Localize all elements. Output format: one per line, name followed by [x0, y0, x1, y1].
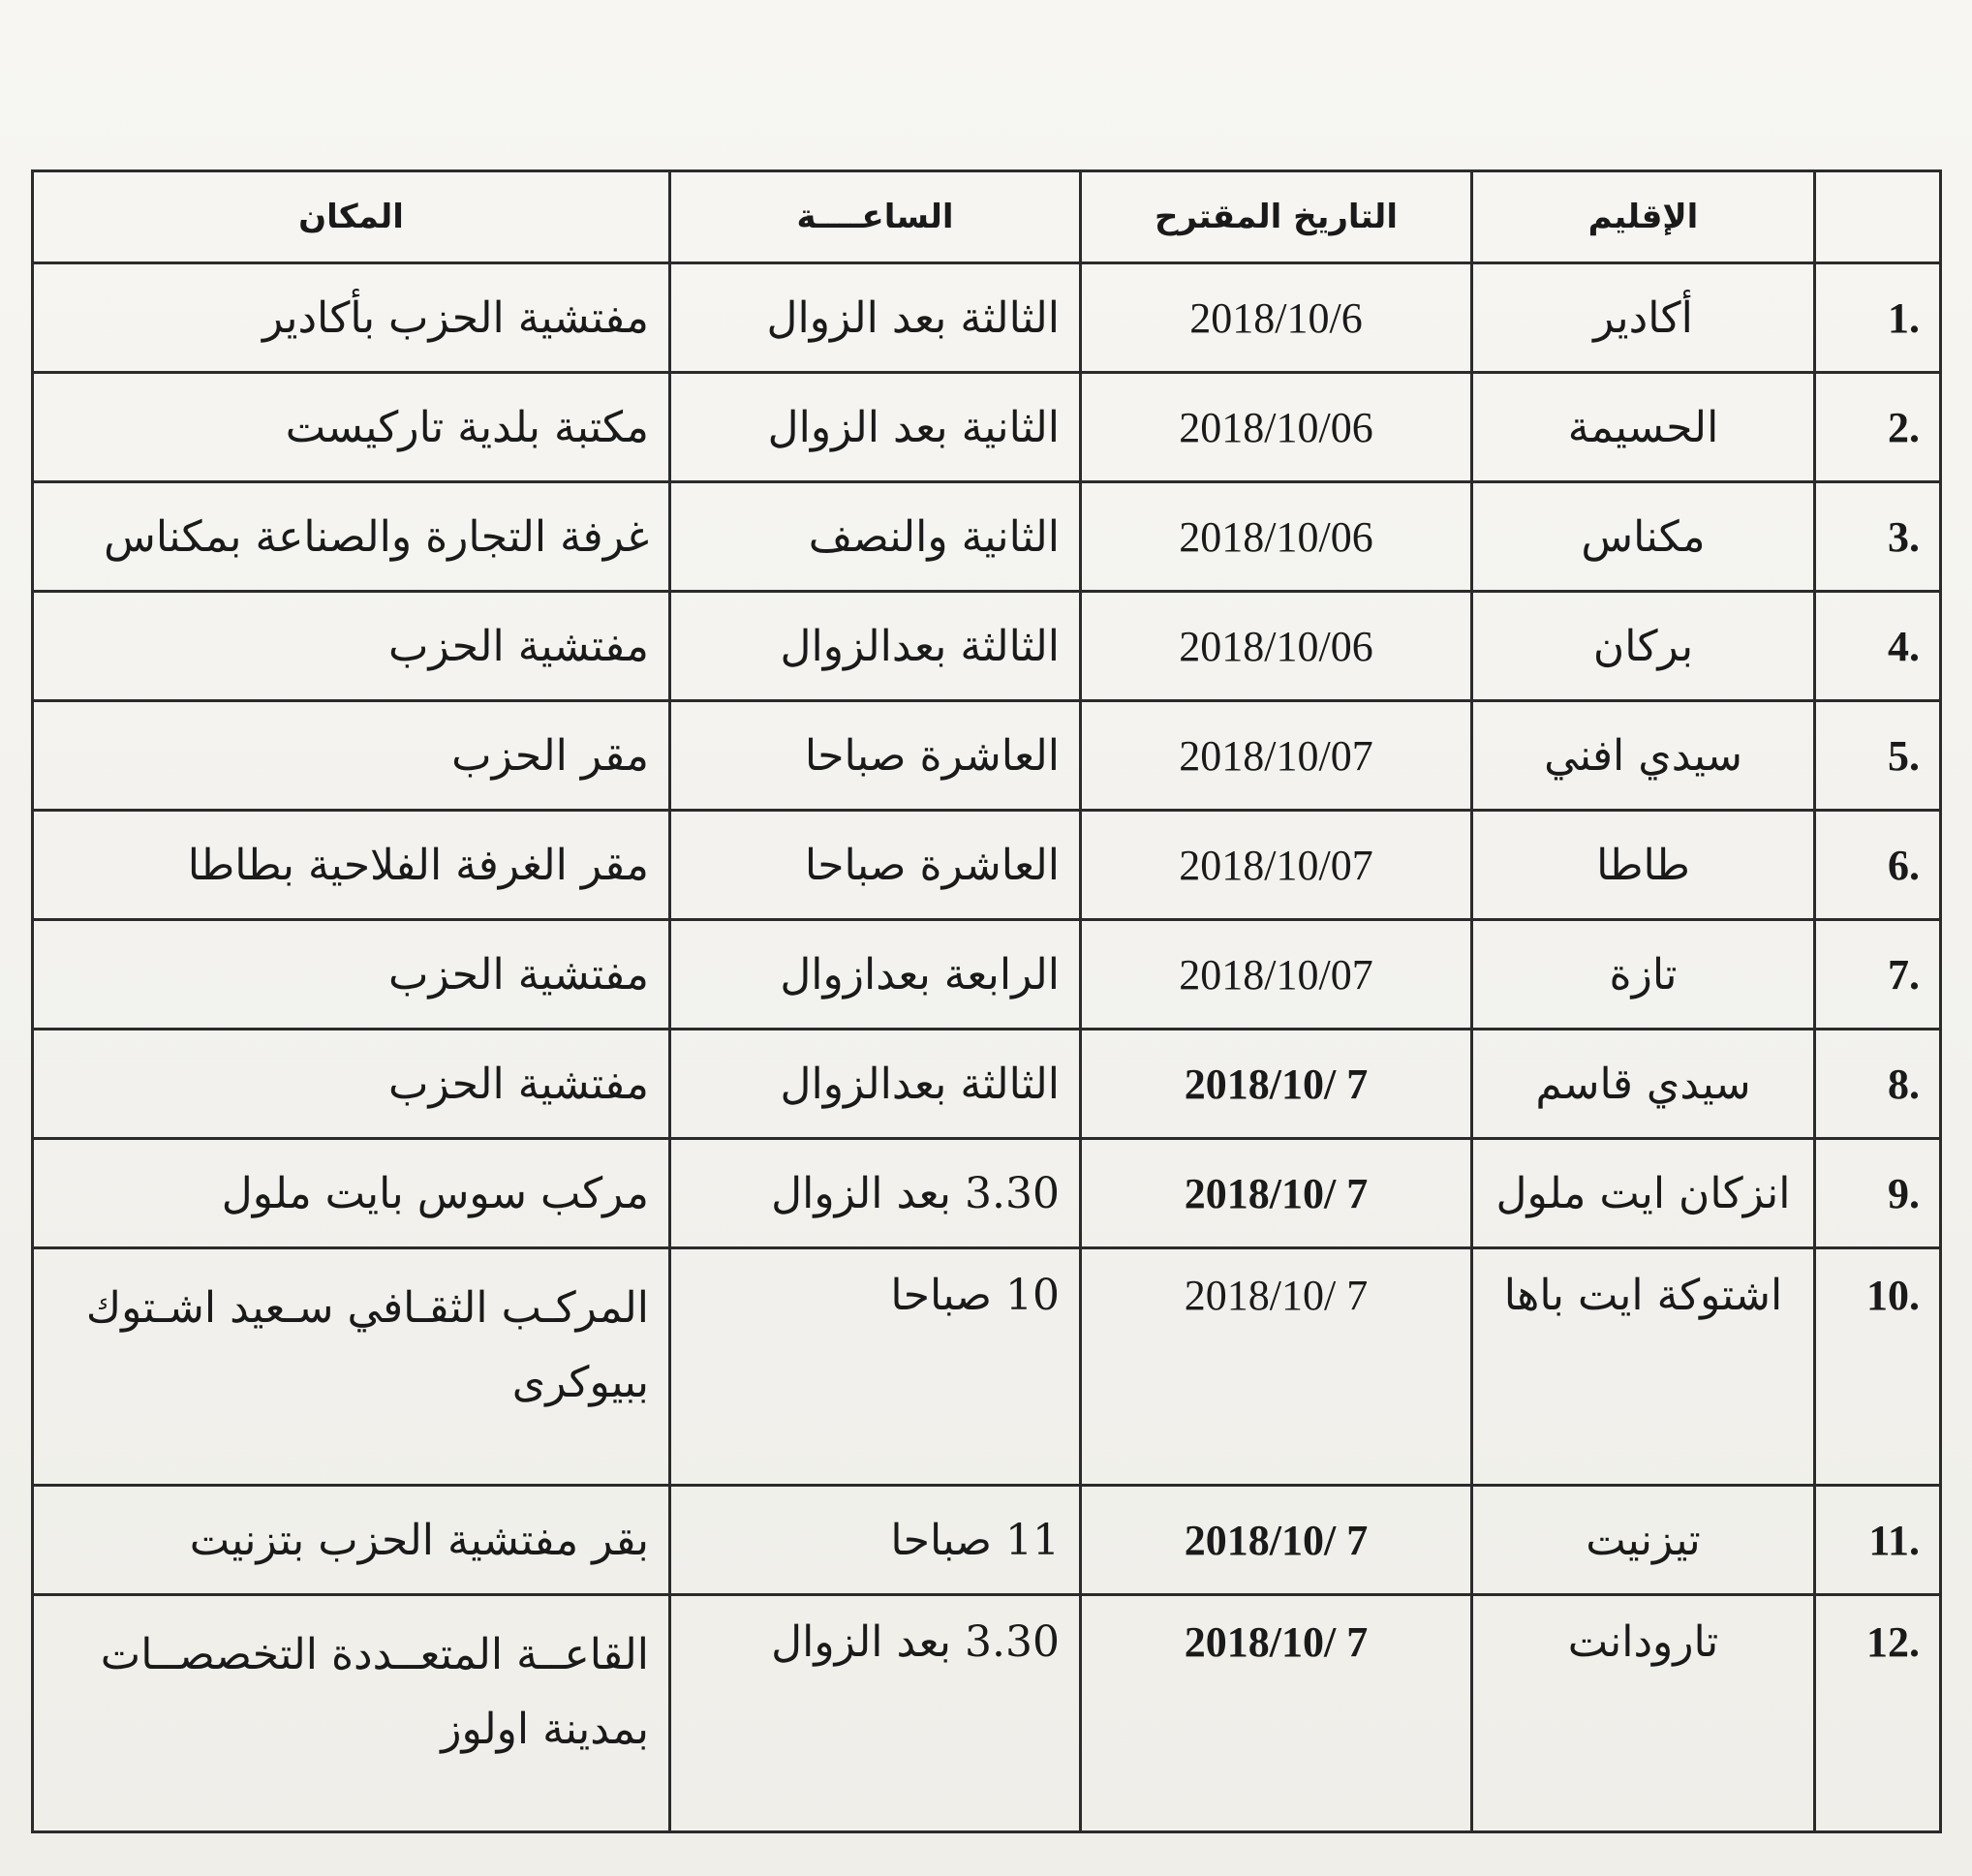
- place-cell: مفتشية الحزب بأكادير: [33, 263, 670, 373]
- place-cell: مفتشية الحزب: [33, 592, 670, 701]
- date-cell: 2018/10/06: [1081, 482, 1472, 592]
- time-cell: 3.30 بعد الزوال: [670, 1139, 1081, 1248]
- table-row: [33, 263, 1941, 373]
- region-cell: سيدي افني: [1472, 701, 1815, 811]
- place-cell: غرفة التجارة والصناعة بمكناس: [33, 482, 670, 592]
- time-cell: 11 صباحا: [670, 1486, 1081, 1595]
- header-num: [1815, 171, 1941, 263]
- place-cell: مفتشية الحزب: [33, 1030, 670, 1139]
- date-cell: 2018/10/6: [1081, 263, 1472, 373]
- region-cell: الحسيمة: [1472, 373, 1815, 482]
- date-cell: 2018/10/07: [1081, 920, 1472, 1030]
- table-row: [33, 1486, 1941, 1595]
- date-cell: 2018/10/ 7: [1081, 1248, 1472, 1486]
- row-number: 2.: [1815, 373, 1941, 482]
- row-number: 5.: [1815, 701, 1941, 811]
- region-cell: تارودانت: [1472, 1595, 1815, 1832]
- row-number: 3.: [1815, 482, 1941, 592]
- time-cell: العاشرة صباحا: [670, 701, 1081, 811]
- row-number: 4.: [1815, 592, 1941, 701]
- table-row: [33, 482, 1941, 592]
- region-cell: مكناس: [1472, 482, 1815, 592]
- date-cell: 2018/10/ 7: [1081, 1139, 1472, 1248]
- place-cell: المركـب الثقـافي سـعيد اشـتوك ببيوكرى: [33, 1248, 670, 1486]
- region-cell: اشتوكة ايت باها: [1472, 1248, 1815, 1486]
- time-cell: العاشرة صباحا: [670, 811, 1081, 920]
- date-cell: 2018/10/06: [1081, 592, 1472, 701]
- place-cell: مركب سوس بايت ملول: [33, 1139, 670, 1248]
- row-number: 8.: [1815, 1030, 1941, 1139]
- region-cell: انزكان ايت ملول: [1472, 1139, 1815, 1248]
- time-cell: الرابعة بعدازوال: [670, 920, 1081, 1030]
- place-cell: مكتبة بلدية تاركيست: [33, 373, 670, 482]
- header-region: الإقليم: [1472, 171, 1815, 263]
- time-cell: الثانية والنصف: [670, 482, 1081, 592]
- row-number: 1.: [1815, 263, 1941, 373]
- row-number: 9.: [1815, 1139, 1941, 1248]
- place-cell: مفتشية الحزب: [33, 920, 670, 1030]
- table-header-row: [33, 171, 1941, 263]
- place-cell: بقر مفتشية الحزب بتزنيت: [33, 1486, 670, 1595]
- row-number: 10.: [1815, 1248, 1941, 1486]
- time-cell: الثالثة بعدالزوال: [670, 592, 1081, 701]
- time-cell: الثالثة بعد الزوال: [670, 263, 1081, 373]
- table-row: [33, 1139, 1941, 1248]
- date-cell: 2018/10/07: [1081, 811, 1472, 920]
- header-date: التاريخ المقترح: [1081, 171, 1472, 263]
- time-cell: الثانية بعد الزوال: [670, 373, 1081, 482]
- table-row: [33, 373, 1941, 482]
- place-cell: مقر الحزب: [33, 701, 670, 811]
- date-cell: 2018/10/07: [1081, 701, 1472, 811]
- region-cell: أكادير: [1472, 263, 1815, 373]
- table-row: [33, 592, 1941, 701]
- region-cell: بركان: [1472, 592, 1815, 701]
- table-row: [33, 701, 1941, 811]
- table-row: [33, 1248, 1941, 1486]
- place-cell: القاعــة المتعــددة التخصصــات بمدينة اولوز: [33, 1595, 670, 1832]
- place-cell: مقر الغرفة الفلاحية بطاطا: [33, 811, 670, 920]
- schedule-table: [31, 169, 1942, 1833]
- time-cell: 3.30 بعد الزوال: [670, 1595, 1081, 1832]
- header-time: الساعــــة: [670, 171, 1081, 263]
- table-row: [33, 1595, 1941, 1832]
- date-cell: 2018/10/ 7: [1081, 1030, 1472, 1139]
- row-number: 7.: [1815, 920, 1941, 1030]
- time-cell: 10 صباحا: [670, 1248, 1081, 1486]
- table-row: [33, 1030, 1941, 1139]
- time-cell: الثالثة بعدالزوال: [670, 1030, 1081, 1139]
- region-cell: سيدي قاسم: [1472, 1030, 1815, 1139]
- table-row: [33, 920, 1941, 1030]
- region-cell: تازة: [1472, 920, 1815, 1030]
- table-row: [33, 811, 1941, 920]
- row-number: 12.: [1815, 1595, 1941, 1832]
- row-number: 11.: [1815, 1486, 1941, 1595]
- date-cell: 2018/10/ 7: [1081, 1595, 1472, 1832]
- region-cell: تيزنيت: [1472, 1486, 1815, 1595]
- region-cell: طاطا: [1472, 811, 1815, 920]
- date-cell: 2018/10/06: [1081, 373, 1472, 482]
- row-number: 6.: [1815, 811, 1941, 920]
- date-cell: 2018/10/ 7: [1081, 1486, 1472, 1595]
- header-place: المكان: [33, 171, 670, 263]
